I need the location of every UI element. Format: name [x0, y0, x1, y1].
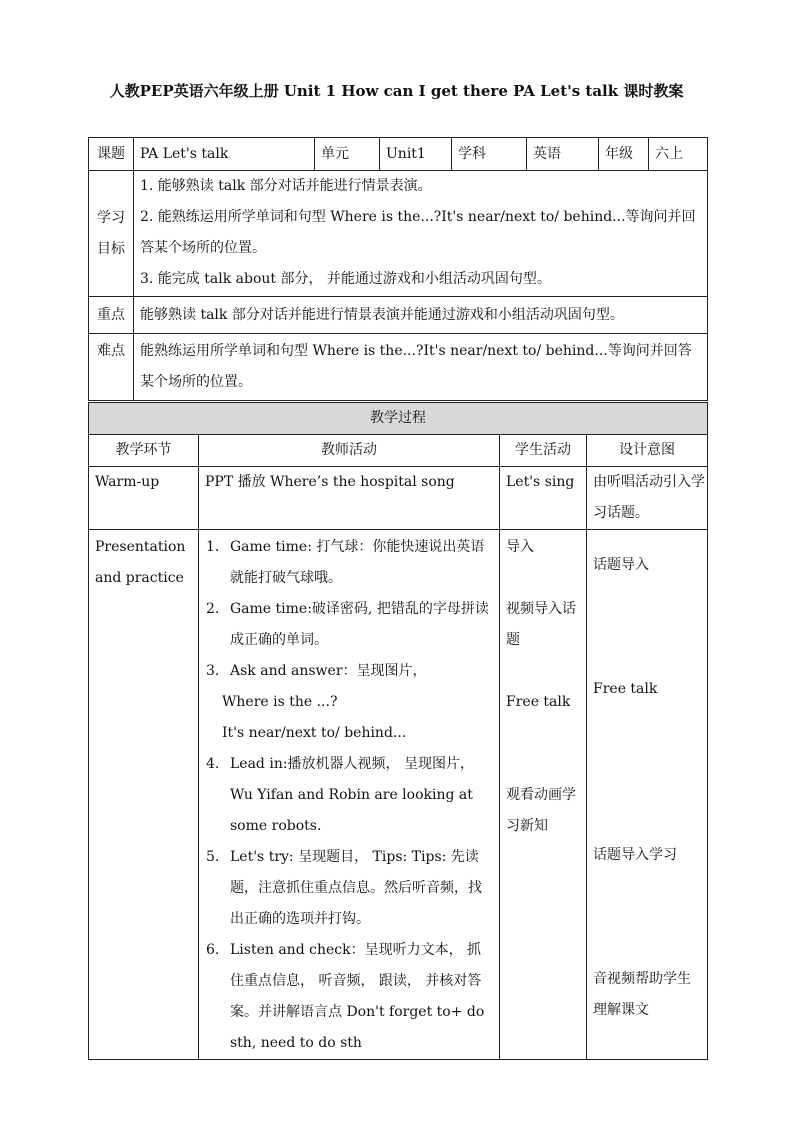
- grade-value: 六上: [649, 138, 708, 171]
- step-extra-line: It's near/next to/ behind...: [222, 725, 407, 741]
- grade-label: 年级: [599, 138, 649, 171]
- topic-label: 课题: [89, 138, 134, 171]
- list-item: [199, 749, 499, 842]
- list-item: [199, 594, 499, 656]
- step-number: 2.: [206, 601, 220, 617]
- goals-label: 学习目标: [89, 171, 134, 297]
- warmup-stage: Warm-up: [89, 467, 199, 530]
- goals-content: [134, 171, 708, 297]
- difficulty-text: 能熟练运用所学单词和句型 Where is the...?It's near/next to/ behind...等询问并回答某个场所的位置。: [134, 334, 708, 401]
- unit-label: 单元: [315, 138, 380, 171]
- design-intent: 音视频帮助学生理解课文: [593, 971, 691, 1018]
- step-text: Let's try: 呈现题目， Tips: Tips: 先读题，注意抓住重点信息。然后听音频，找出正确的选项并打钩。: [230, 849, 482, 927]
- list-item: [199, 532, 499, 594]
- process-table: [88, 402, 708, 1060]
- goal-item: 1. 能够熟读 talk 部分对话并能进行情景表演。: [140, 178, 432, 194]
- topic-value: PA Let's talk: [134, 138, 315, 171]
- student-activity: 视频导入话题: [506, 601, 576, 648]
- warmup-intent: 由听唱活动引入学习话题。: [587, 467, 708, 530]
- design-intent: Free talk: [593, 681, 658, 697]
- step-text: Game time: 打气球：你能快速说出英语就能打破气球哦。: [230, 539, 485, 586]
- presentation-teacher: [199, 530, 500, 1060]
- unit-value: Unit1: [380, 138, 452, 171]
- presentation-student: [500, 530, 587, 1060]
- step-text: Lead in:播放机器人视频， 呈现图片，Wu Yifan and Robin are looking at some robots.: [230, 756, 475, 834]
- presentation-intent: [587, 530, 708, 1060]
- process-header: 教学过程: [89, 403, 708, 435]
- design-intent: 话题导入学习: [593, 847, 677, 863]
- student-activity: 导入: [506, 539, 534, 555]
- subject-label: 学科: [452, 138, 527, 171]
- student-activity: 观看动画学习新知: [506, 787, 576, 834]
- key-points-text: 能够熟读 talk 部分对话并能进行情景表演并能通过游戏和小组活动巩固句型。: [134, 297, 708, 334]
- key-points-label: 重点: [89, 297, 134, 334]
- presentation-stage: [89, 530, 199, 1060]
- step-text: Listen and check：呈现听力文本， 抓住重点信息， 听音频， 跟读， 并核对答案。并讲解语言点 Don't forget to+ do sth, need to do sth: [230, 942, 485, 1051]
- stage-line: and practice: [95, 570, 184, 586]
- col-header-teacher: 教师活动: [199, 435, 500, 467]
- design-intent: 话题导入: [593, 557, 649, 573]
- step-text: Game time:破译密码, 把错乱的字母拼读成正确的单词。: [230, 601, 489, 648]
- teacher-steps: [199, 532, 499, 687]
- list-item: [199, 656, 499, 687]
- step-text: Ask and answer：呈现图片，: [230, 663, 427, 679]
- list-item: [199, 842, 499, 935]
- page-title: 人教PEP英语六年级上册 Unit 1 How can I get there PA Let's talk 课时教案: [109, 82, 684, 100]
- step-number: 1.: [206, 539, 220, 555]
- subject-value: 英语: [527, 138, 599, 171]
- step-number: 4.: [206, 756, 220, 772]
- lesson-info-table: [88, 137, 708, 401]
- step-number: 6.: [206, 942, 220, 958]
- goal-item: 3. 能完成 talk about 部分， 并能通过游戏和小组活动巩固句型。: [140, 271, 551, 287]
- warmup-student: Let's sing: [500, 467, 587, 530]
- step-extra-line: Where is the ...?: [222, 694, 338, 710]
- teacher-steps: [199, 749, 499, 1059]
- col-header-student: 学生活动: [500, 435, 587, 467]
- student-activity: Free talk: [506, 694, 571, 710]
- warmup-teacher: PPT 播放 Where’s the hospital song: [199, 467, 500, 530]
- step-number: 5.: [206, 849, 220, 865]
- goal-item: 2. 能熟练运用所学单词和句型 Where is the...?It's near/next to/ behind...等询问并回答某个场所的位置。: [140, 209, 696, 256]
- stage-line: Presentation: [95, 539, 186, 555]
- col-header-intent: 设计意图: [587, 435, 708, 467]
- difficulty-label: 难点: [89, 334, 134, 401]
- list-item: [199, 935, 499, 1059]
- step-number: 3.: [206, 663, 220, 679]
- col-header-stage: 教学环节: [89, 435, 199, 467]
